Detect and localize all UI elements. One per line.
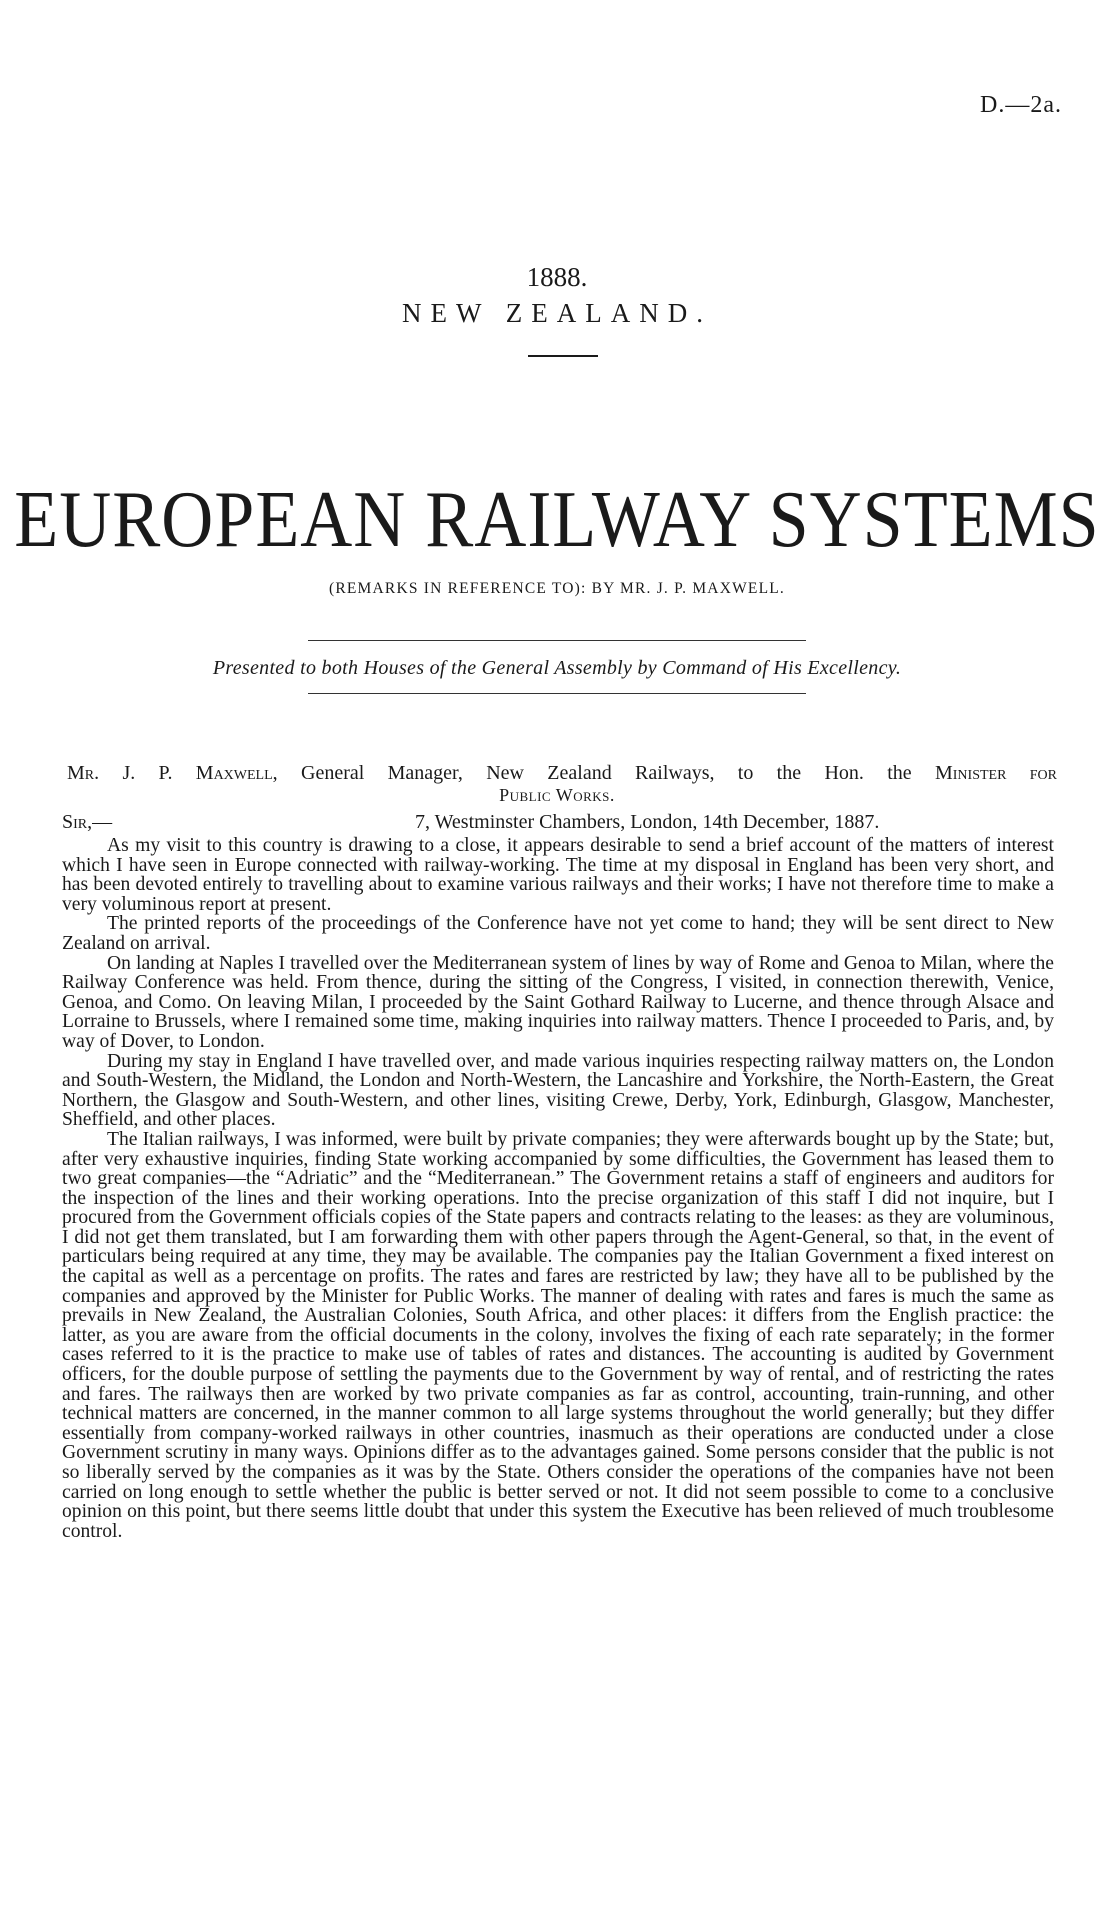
document-subtitle: (REMARKS IN REFERENCE TO): BY MR. J. P. MAXWELL. <box>328 580 786 597</box>
salutation: Sir,— <box>62 811 113 833</box>
paragraph: The printed reports of the proceedings of the Conference have not yet come to hand; they will be sent direct to New Zealand on arrival. <box>62 913 1054 954</box>
presentation-line: Presented to both Houses of the General Assembly by Command of His Excellency. <box>212 657 902 679</box>
sender-description: , General Manager, New Zealand Railways, to the Hon. the <box>272 762 935 784</box>
year: 1888. <box>526 262 588 292</box>
dateline: 7, Westminster Chambers, London, 14th December, 1887. <box>415 811 880 833</box>
recipient-title-continued: Public Works. <box>499 785 615 805</box>
recipient-title: Minister for <box>934 762 1057 784</box>
paragraph: The Italian railways, I was informed, were built by private companies; they were afterwards bought up by the State; but, after very exhaustive inquiries, finding State working accompanied by some difficulties, the Government has leased them to two great companies—the “Adriatic” and the “Mediterranean.” The Government retains a staff of engineers and auditors for the inspection of the lines and their working operations. Into the precise organization of this staff I did not inquire, but I procured from the Government officials copies of the State papers and contracts relating to the leases: as they are voluminous, I did not get them translated, but I am forwarding them with other papers through the Agent-General, so that, in the event of particulars being required at any time, they may be available. The companies pay the Italian Government a fixed interest on the capital as well as a percentage on profits. The rates and fares are restricted by law; they have all to be published by the companies and approved by the Minister for Public Works. The manner of dealing with rates and fares is much the same as prevails in New Zealand, the Australian Colonies, South Africa, and other places: it differs from the English practice: the latter, as you are aware from the official documents in the colony, involves the fixing of each rate separately; in the former cases referred to it is the practice to make use of tables of rates and distances. The accounting is audited by Government officers, for the double purpose of settling the payments due to the Government by way of rental, and of restricting the rates and fares. The railways then are worked by two private companies as far as control, accounting, train-running, and other technical matters are concerned, in the manner common to all large systems throughout the world generally; but they differ essentially from company-worked railways in other countries, inasmuch as their operations are conducted under a close Government scrutiny in many ways. Opinions differ as to the advantages gained. Some persons consider that the public is not so liberally served by the companies as it was by the State. Others consider the operations of the companies have not been carried on long enough to settle whether the public is better served or not. It did not seem possible to come to a conclusive opinion on this point, but there seems little doubt that under this system the Executive has been relieved of much troublesome control. <box>62 1128 1054 1542</box>
paragraph: During my stay in England I have travelled over, and made various inquiries respecting railway matters on, the London and South-Western, the Midland, the London and North-Western, the Lancashire and Yorkshire, the North-Eastern, the Great Northern, the Glasgow and South-Western, and other lines, visiting Crewe, Derby, York, Edinburgh, Glasgow, Manchester, Sheffield, and other places. <box>62 1050 1054 1131</box>
sender-name: Mr. J. P. Maxwell <box>67 762 273 784</box>
letter-address <box>67 762 1057 785</box>
paragraph: As my visit to this country is drawing to a close, it appears desirable to send a brief account of the matters of interest which I have seen in Europe connected with railway-working. The time at my disposal in England has been very short, and has been devoted entirely to travelling about to examine various railways and their works; I have not therefore time to make a very voluminous report at present. <box>62 835 1054 915</box>
divider-top <box>308 640 806 641</box>
divider-bottom <box>308 693 806 694</box>
document-title: EUROPEAN RAILWAY SYSTEMS <box>14 474 1100 564</box>
paragraph: On landing at Naples I travelled over the Mediterranean system of lines by way of Rome and Genoa to Milan, where the Railway Conference was held. From thence, during the sitting of the Congress, I visited, in connection therewith, Venice, Genoa, and Como. On leaving Milan, I proceeded by the Saint Gothard Railway to Lucerne, and thence through Alsace and Lorraine to Brussels, where I remained some time, making inquiries into railway matters. Thence I proceeded to Paris, and, by way of Dover, to London. <box>62 952 1054 1052</box>
letter-body <box>62 836 1054 1541</box>
page-code: D.—2a. <box>980 92 1062 118</box>
country-heading: NEW ZEALAND. <box>402 298 712 328</box>
short-divider <box>528 355 598 357</box>
